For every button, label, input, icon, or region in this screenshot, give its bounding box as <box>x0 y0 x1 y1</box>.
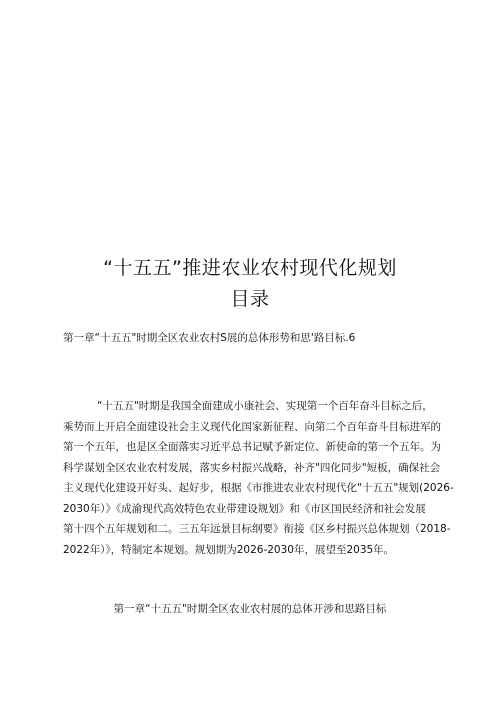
body-paragraph <box>63 396 454 560</box>
paragraph-line: 2022年）》，特制定本规划。规划期为2026-2030年，展望至2035年。 <box>63 543 395 556</box>
paragraph-line: 2030年）》《成渝现代高效特色农业带建设规划》和《市区国民经济和社会发展 <box>63 502 426 515</box>
paragraph-line: 第十四个五年规划和二。三五年远景目标纲要》衔接《区乡村振兴总体规划（2018- <box>63 523 451 535</box>
paragraph-line: 第一个五年，也是区全面落实习近平总书记赋予新定位、新使命的第一个五年。为 <box>63 441 441 453</box>
paragraph-line: 主义现代化建设开好头、起好步，根据《市推进农业农村现代化"十五五"规划(2026- <box>63 482 454 494</box>
toc-heading: 目录 <box>230 288 270 310</box>
toc-entry[interactable]: 第一章“十五五"时期全区农业农村S展的总体形势和思'路目标.6 <box>63 332 356 344</box>
document-title: “十五五”推进农业农村现代化规划 <box>103 257 397 279</box>
paragraph-line: 乘势而上开启全面建设社会主义现代化国家新征程、向第二个百年奋斗目标进军的 <box>63 420 441 433</box>
paragraph-line: 科学谋划全区农业农村发展，落实乡村振兴战略，补齐"四化同步"短板，确保社会 <box>63 461 441 474</box>
paragraph-line: “十五五"时期是我国全面建成小康社会、实现第一个百年奋斗目标之后， <box>97 400 433 412</box>
chapter-heading: 第一章“十五五"时期全区农业农村展的总体开涉和思路目标 <box>113 603 387 615</box>
